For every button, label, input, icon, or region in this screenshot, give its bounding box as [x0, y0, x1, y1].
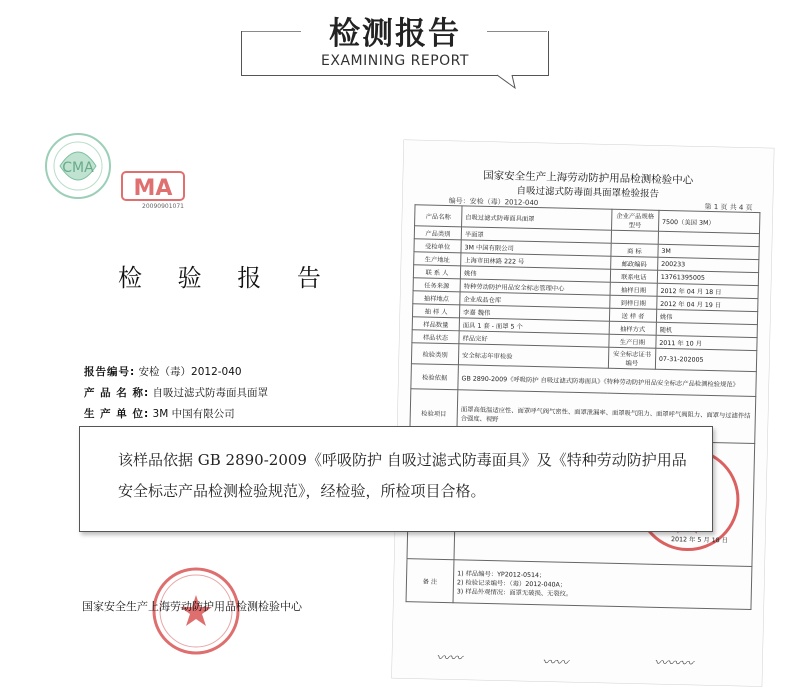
table-cell: 200233 [657, 257, 758, 272]
remark-line: 1) 样品编号：YP2012-0514； [457, 569, 546, 579]
product-name-label: 产 品 名 称: [84, 387, 150, 399]
table-cell: 企业产品规格型号 [611, 209, 658, 231]
table-cell: 样品数量 [412, 317, 459, 331]
conclusion-text [118, 445, 698, 507]
table-cell: 送 样 者 [609, 308, 656, 322]
table-cell: 生产日期 [609, 334, 656, 348]
table-cell: 安全标志证书编号 [608, 347, 655, 369]
remark-line: 2) 检验记录编号：（毒）2012-040A； [456, 578, 567, 589]
table-cell: 2011 年 10 月 [656, 335, 757, 350]
manufacturer-row [84, 406, 235, 421]
table-cell: 07-31-202005 [655, 348, 757, 371]
table-cell: 联 系 人 [413, 265, 460, 279]
report-center-name: 国家安全生产上海劳动防护用品检测检验中心 [483, 169, 694, 187]
seal-date: 2012 年 5 月 18 日 [670, 536, 729, 545]
header-subtitle: EXAMINING REPORT [321, 53, 469, 69]
report-number: 编号：安检（毒）2012-040 [448, 197, 539, 208]
signature-approver: 〰〰 [436, 650, 463, 667]
table-cell: 李嘉 魏伟 [459, 305, 609, 321]
items-label: 检验项目 [410, 389, 458, 437]
cover-footer: 国家安全生产上海劳动防护用品检测检验中心 [82, 600, 302, 613]
table-cell: 检验类别 [411, 343, 458, 365]
remark-line: 3) 样品外观情况：面罩无破损、无裂纹。 [456, 587, 573, 598]
table-row [406, 559, 752, 610]
table-cell: 半面罩 [461, 227, 611, 243]
table-cell: 受检单位 [414, 239, 461, 253]
table-cell: 到样日期 [610, 295, 657, 309]
cover-title: 检 验 报 告 [118, 264, 335, 292]
report-number-row [84, 364, 242, 379]
table-cell: 抽 样 人 [412, 304, 459, 318]
table-cell: 商 标 [611, 243, 658, 257]
table-cell: 3M [658, 244, 759, 259]
table-cell [611, 230, 658, 244]
table-cell: 姚伟 [460, 266, 610, 282]
signature-reviewer: 〰〰 [542, 655, 569, 671]
table-cell: 抽样方式 [609, 321, 656, 335]
report-page [392, 140, 774, 686]
table-cell: 邮政编码 [610, 256, 657, 270]
signature-tester: 〰〰〰 [654, 655, 694, 672]
report-number-label: 报告编号: [84, 366, 136, 378]
table-cell: 生产地址 [414, 252, 461, 266]
manufacturer-label: 生 产 单 位: [84, 408, 150, 420]
report-table [406, 204, 761, 610]
remarks-label: 备 注 [406, 559, 454, 603]
table-cell: 面具 1 套 - 面罩 5 个 [459, 318, 609, 334]
table-cell: 2012 年 04 月 19 日 [657, 296, 758, 311]
table-cell: 13761395005 [657, 270, 758, 285]
table-cell: 3M 中国有限公司 [461, 240, 611, 256]
manufacturer-value: 3M 中国有限公司 [152, 408, 235, 420]
table-cell: 姚伟 [656, 309, 757, 324]
report-page-count: 第 1 页 共 4 页 [704, 202, 753, 212]
cma-logo-icon [38, 130, 118, 206]
svg-text:MA: MA [133, 176, 173, 201]
table-cell: 自吸过滤式防毒面具面罩 [462, 206, 612, 230]
table-cell: 产品名称 [415, 205, 462, 227]
table-cell: 7500（美国 3M） [658, 210, 760, 233]
conclusion-line-2: 安全标志产品检测检验规范》，经检验，所检项目合格。 [118, 482, 486, 500]
table-cell: 联系电话 [610, 269, 657, 283]
items-value: 面罩高低温适应性、面罩呼气阀气密性、面罩泄漏率、面罩吸气阻力、面罩呼气阀阻力、面罩与过滤件结合强度、视野 [457, 390, 756, 444]
table-cell: 上海市田林路 222 号 [461, 253, 611, 269]
table-cell: 样品完好 [459, 331, 609, 347]
conclusion-box [79, 426, 713, 532]
table-cell: 随机 [656, 322, 757, 337]
table-cell: 样品状态 [412, 330, 459, 344]
table-cell: 任务来源 [413, 278, 460, 292]
table-cell: 企业成品仓库 [460, 292, 610, 308]
table-cell: 产品类别 [414, 226, 461, 240]
report-number-value: 安检（毒）2012-040 [138, 366, 242, 378]
table-cell: 2012 年 04 月 18 日 [657, 283, 758, 298]
basis-label: 检验依据 [411, 364, 459, 390]
ma-stamp-icon [120, 170, 190, 204]
conclusion-line-1: 该样品依据 GB 2890-2009《呼吸防护 自吸过滤式防毒面具》及《特种劳动防护用品 [118, 451, 687, 469]
report-title: 自吸过滤式防毒面具面罩检验报告 [516, 185, 660, 200]
table-cell: 抽样日期 [610, 282, 657, 296]
product-name-row [84, 385, 268, 400]
basis-value: GB 2890-2009《呼吸防护 自吸过滤式防毒面具》《特种劳动防护用品安全标志产品检测检验规范》 [458, 365, 756, 397]
product-name-value: 自吸过滤式防毒面具面罩 [152, 387, 269, 399]
table-cell: 安全标志年审检验 [458, 344, 608, 368]
svg-text:CMA: CMA [62, 160, 94, 176]
header-title: 检测报告 [329, 16, 461, 52]
cma-caption: 20090901071 [142, 203, 184, 210]
table-cell: 抽样地点 [413, 291, 460, 305]
table-cell: 特种劳动防护用品安全标志管理中心 [460, 279, 610, 295]
